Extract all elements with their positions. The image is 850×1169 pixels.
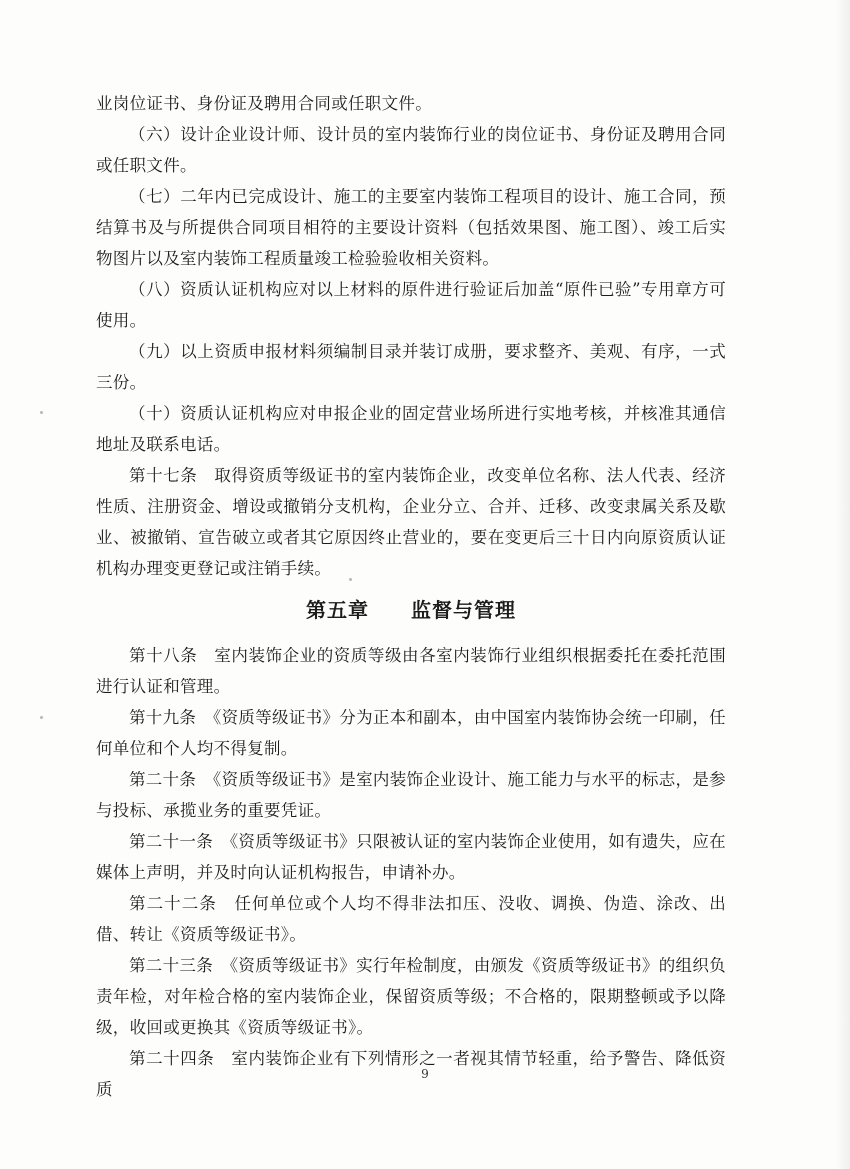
paragraph-article-24: 第二十四条 室内装饰企业有下列情形之一者视其情节轻重，给予警告、降低资质 [96,1049,726,1099]
document-body [96,88,726,1105]
scan-speck [40,411,43,414]
paragraph-article-18: 第十八条 室内装饰企业的资质等级由各室内装饰行业组织根据委托在委托范围进行认证和管理。 [96,646,726,696]
paragraph-article-19: 第十九条 《资质等级证书》分为正本和副本，由中国室内装饰协会统一印刷，任何单位和个人均不得复制。 [96,708,726,758]
paragraph-article-22: 第二十二条 任何单位或个人均不得非法扣压、没收、调换、伪造、涂改、出借、转让《资质等级证书》。 [96,894,726,944]
scan-speck [349,578,352,581]
paragraph-article-21: 第二十一条 《资质等级证书》只限被认证的室内装饰企业使用，如有遗失，应在媒体上声明，并及时向认证机构报告，申请补办。 [96,832,726,882]
scan-edge-shadow [836,0,850,1169]
paragraph-continuation: 业岗位证书、身份证及聘用合同或任职文件。 [96,94,432,113]
paragraph-article-20: 第二十条 《资质等级证书》是室内装饰企业设计、施工能力与水平的标志，是参与投标、承揽业务的重要凭证。 [96,770,726,820]
paragraph-item-10: （十）资质认证机构应对申报企业的固定营业场所进行实地考核，并核准其通信地址及联系电话。 [96,404,726,454]
paragraph-item-7: （七）二年内已完成设计、施工的主要室内装饰工程项目的设计、施工合同，预结算书及与所提供合同项目相符的主要设计资料（包括效果图、施工图）、竣工后实物图片以及室内装饰工程质量竣工检验验收相关资料。 [96,187,726,268]
paragraph-article-23: 第二十三条 《资质等级证书》实行年检制度，由颁发《资质等级证书》的组织负责年检，对年检合格的室内装饰企业，保留资质等级；不合格的，限期整顿或予以降级，收回或更换其《资质等级证书》。 [96,956,726,1037]
paragraph-item-6: （六）设计企业设计师、设计员的室内装饰行业的岗位证书、身份证及聘用合同或任职文件。 [96,125,726,175]
paragraph-item-8: （八）资质认证机构应对以上材料的原件进行验证后加盖“原件已验”专用章方可使用。 [96,280,726,330]
paragraph-item-9: （九）以上资质申报材料须编制目录并装订成册，要求整齐、美观、有序，一式三份。 [96,342,726,392]
page-number: 9 [421,1067,429,1081]
scan-speck [40,716,43,719]
paragraph-article-17: 第十七条 取得资质等级证书的室内装饰企业，改变单位名称、法人代表、经济性质、注册资金、增设或撤销分支机构，企业分立、合并、迁移、改变隶属关系及歇业、被撤销、宣告破立或者其它原因终止营业的，要在变更后三十日内向原资质认证机构办理变更登记或注销手续。 [96,466,726,578]
chapter-title: 第五章 监督与管理 [306,598,516,622]
